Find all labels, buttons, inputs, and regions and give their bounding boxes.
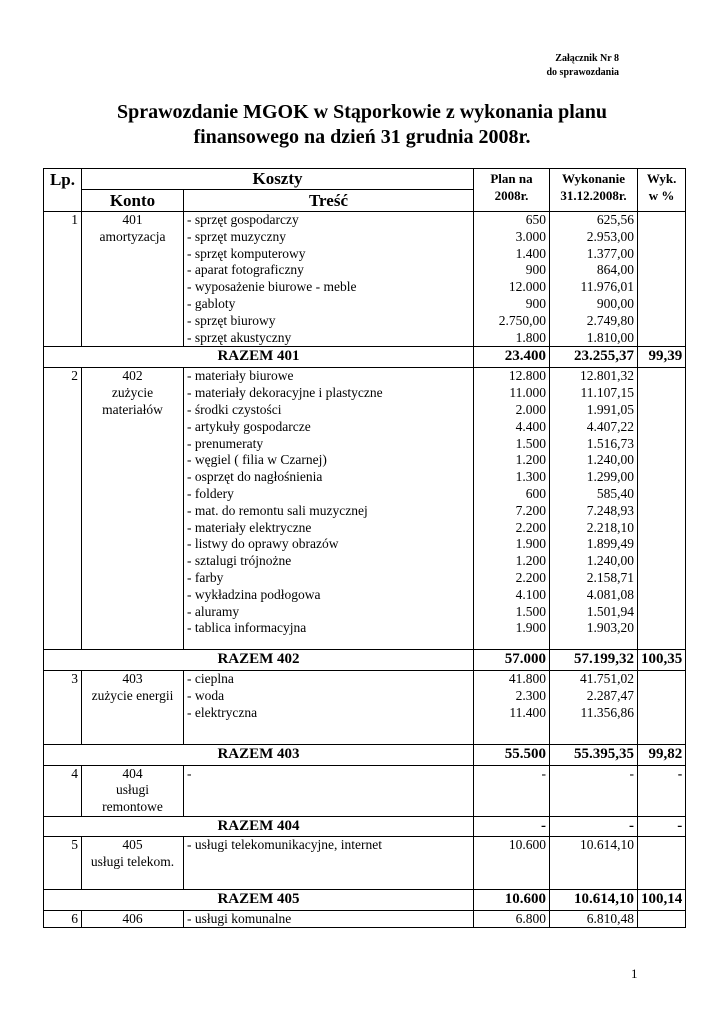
- plan-value: 1.200: [515, 452, 546, 468]
- cost-item: - mat. do remontu sali muzycznej: [187, 502, 368, 518]
- total-wykonanie: 57.199,32: [550, 650, 638, 671]
- plan-value: 600: [525, 485, 546, 501]
- wykonanie-value: 2.287,47: [586, 687, 634, 703]
- plan-value: 1.400: [515, 245, 546, 261]
- cost-item: - sprzęt akustyczny: [187, 329, 292, 345]
- percent-cell: [638, 368, 686, 650]
- plan-value: 3.000: [515, 228, 546, 244]
- konto-cell: [82, 212, 184, 347]
- wykonanie-value: 1.240,00: [586, 553, 634, 569]
- report-title-line-1: Sprawozdanie MGOK w Stąporkowie z wykonania planu: [116, 101, 608, 123]
- cost-item: - osprzęt do nagłośnienia: [187, 469, 323, 485]
- plan-value: 1.300: [515, 469, 546, 485]
- lp-cell: 6: [44, 910, 82, 928]
- konto-number: 406: [122, 910, 143, 926]
- plan-cell: [474, 765, 550, 816]
- total-row-405: [44, 889, 686, 910]
- plan-value: 900: [525, 262, 546, 278]
- tresc-cell: [184, 368, 474, 650]
- lp-cell: 1: [44, 212, 82, 347]
- plan-value: 12.800: [508, 368, 546, 384]
- cost-item: - sprzęt gospodarczy: [187, 212, 299, 227]
- plan-value: 900: [525, 295, 546, 311]
- plan-value: 1.900: [515, 620, 546, 636]
- plan-cell: [474, 368, 550, 650]
- header-tresc: Treść: [184, 190, 474, 212]
- total-row-402: [44, 650, 686, 671]
- wykonanie-value: 11.976,01: [580, 279, 634, 295]
- wykonanie-value: 864,00: [596, 262, 634, 278]
- cost-report-table: [43, 168, 686, 928]
- plan-value: 10.600: [508, 836, 546, 852]
- wykonanie-value: 2.218,10: [586, 519, 634, 535]
- plan-value: 4.100: [515, 586, 546, 602]
- section-row-405: [44, 836, 686, 889]
- annex-line-1: Załącznik Nr 8: [555, 53, 619, 64]
- cost-item: - węgiel ( filia w Czarnej): [187, 452, 327, 468]
- konto-number: 401: [122, 212, 143, 227]
- konto-number: 402: [122, 368, 143, 384]
- konto-name-line: zużycie energii: [91, 687, 174, 703]
- header-konto: Konto: [82, 190, 184, 212]
- cost-item: - materiały elektryczne: [187, 519, 312, 535]
- total-wykonanie: 55.395,35: [550, 744, 638, 765]
- percent-cell: [638, 910, 686, 928]
- total-row-403: [44, 744, 686, 765]
- cost-item: - artykuły gospodarcze: [187, 418, 311, 434]
- header-wykonanie-line-1: Wykonanie: [561, 171, 626, 186]
- konto-cell: [82, 836, 184, 889]
- wykonanie-value: 7.248,93: [586, 502, 634, 518]
- percent-cell: [638, 671, 686, 744]
- wykonanie-value: 585,40: [596, 485, 634, 501]
- plan-cell: [474, 910, 550, 928]
- wykonanie-value: 1.903,20: [586, 620, 634, 636]
- wykonanie-value: 12.801,32: [580, 368, 634, 384]
- percent-cell: [638, 212, 686, 347]
- cost-item: - sprzęt komputerowy: [187, 245, 306, 261]
- total-percent: -: [638, 816, 686, 836]
- cost-item: - aluramy: [187, 603, 240, 619]
- plan-value: 1.500: [515, 603, 546, 619]
- total-percent: 100,14: [638, 889, 686, 910]
- section-row-401: [44, 212, 686, 347]
- cost-item: - usługi telekomunikacyjne, internet: [187, 836, 382, 852]
- annex-line-2: do sprawozdania: [546, 67, 619, 78]
- total-label: RAZEM 403: [44, 744, 474, 765]
- cost-item: - sprzęt muzyczny: [187, 228, 286, 244]
- lp-cell: 3: [44, 671, 82, 744]
- wykonanie-value: 1.240,00: [586, 452, 634, 468]
- wykonanie-value: 1.299,00: [586, 469, 634, 485]
- konto-name-line: usługi telekom.: [90, 853, 175, 869]
- wykonanie-value: 1.899,49: [586, 536, 634, 552]
- section-row-402: [44, 368, 686, 650]
- header-plan-line-1: Plan na: [490, 171, 533, 186]
- header-plan-line-2: 2008r.: [494, 188, 529, 203]
- page-number: 1: [631, 966, 638, 981]
- plan-value: 2.750,00: [498, 312, 546, 328]
- plan-value: 7.200: [515, 502, 546, 518]
- wykonanie-value: 1.991,05: [586, 401, 634, 417]
- cost-item: -: [187, 765, 192, 781]
- total-row-401: [44, 347, 686, 368]
- konto-cell: [82, 368, 184, 650]
- cost-item: - woda: [187, 687, 225, 703]
- plan-cell: [474, 671, 550, 744]
- wykonanie-value: 625,56: [596, 212, 634, 227]
- header-wykonanie: [550, 169, 638, 212]
- wykonanie-value: 2.749,80: [586, 312, 634, 328]
- header-wykonanie-line-2: 31.12.2008r.: [560, 188, 627, 203]
- konto-number: 405: [122, 836, 143, 852]
- plan-value: 6.800: [515, 910, 546, 926]
- cost-item: - cieplna: [187, 671, 234, 687]
- cost-item: - elektryczna: [187, 704, 258, 720]
- total-wykonanie: 10.614,10: [550, 889, 638, 910]
- lp-cell: 2: [44, 368, 82, 650]
- wykonanie-value: -: [629, 765, 634, 781]
- plan-value: -: [541, 765, 546, 781]
- wykonanie-value: 900,00: [596, 295, 634, 311]
- cost-item: - usługi komunalne: [187, 910, 292, 926]
- annex-note: [546, 52, 619, 80]
- total-wykonanie: 23.255,37: [550, 347, 638, 368]
- wykonanie-cell: [550, 910, 638, 928]
- plan-value: 650: [525, 212, 546, 227]
- cost-item: - farby: [187, 569, 224, 585]
- plan-cell: [474, 836, 550, 889]
- cost-item: - prenumeraty: [187, 435, 264, 451]
- cost-item: - materiały dekoracyjne i plastyczne: [187, 385, 383, 401]
- report-title: [0, 100, 724, 150]
- wykonanie-cell: [550, 836, 638, 889]
- report-title-line-2: finansowego na dzień 31 grudnia 2008r.: [193, 126, 531, 148]
- total-wykonanie: -: [550, 816, 638, 836]
- total-label: RAZEM 402: [44, 650, 474, 671]
- total-label: RAZEM 404: [44, 816, 474, 836]
- total-plan: 10.600: [474, 889, 550, 910]
- section-row-406: [44, 910, 686, 928]
- header-percent: [638, 169, 686, 212]
- tresc-cell: [184, 671, 474, 744]
- konto-number: 403: [122, 671, 143, 687]
- cost-item: - gabloty: [187, 295, 236, 311]
- konto-name-line: materiałów: [102, 401, 163, 417]
- lp-cell: 4: [44, 765, 82, 816]
- section-row-403: [44, 671, 686, 744]
- konto-name-line: zużycie: [111, 385, 154, 401]
- header-percent-line-1: Wyk.: [646, 171, 677, 186]
- plan-value: 1.500: [515, 435, 546, 451]
- plan-value: 1.900: [515, 536, 546, 552]
- plan-value: 1.200: [515, 553, 546, 569]
- lp-cell: 5: [44, 836, 82, 889]
- cost-item: - wyposażenie biurowe - meble: [187, 279, 357, 295]
- plan-value: 1.800: [515, 329, 546, 345]
- header-percent-line-2: w %: [648, 188, 675, 203]
- tresc-cell: [184, 836, 474, 889]
- cost-item: - wykładzina podłogowa: [187, 586, 321, 602]
- cost-item: - środki czystości: [187, 401, 282, 417]
- total-percent: 99,39: [638, 347, 686, 368]
- konto-name-line: remontowe: [102, 799, 163, 815]
- wykonanie-cell: [550, 765, 638, 816]
- konto-cell: [82, 910, 184, 928]
- wykonanie-value: 41.751,02: [580, 671, 634, 687]
- header-lp: Lp.: [44, 169, 82, 212]
- wykonanie-value: 10.614,10: [580, 836, 634, 852]
- total-percent: 99,82: [638, 744, 686, 765]
- wykonanie-cell: [550, 671, 638, 744]
- wykonanie-value: 4.407,22: [586, 418, 634, 434]
- wykonanie-value: 1.377,00: [586, 245, 634, 261]
- konto-number: 404: [122, 765, 143, 781]
- wykonanie-cell: [550, 212, 638, 347]
- total-percent: 100,35: [638, 650, 686, 671]
- total-label: RAZEM 405: [44, 889, 474, 910]
- wykonanie-value: 1.810,00: [586, 329, 634, 345]
- plan-value: 41.800: [508, 671, 546, 687]
- wykonanie-value: 1.516,73: [586, 435, 634, 451]
- konto-cell: [82, 765, 184, 816]
- header-koszty: Koszty: [82, 169, 474, 190]
- konto-name-line: amortyzacja: [99, 228, 166, 244]
- header-plan: [474, 169, 550, 212]
- plan-value: 11.000: [509, 385, 546, 401]
- tresc-cell: [184, 910, 474, 928]
- konto-name-line: usługi: [115, 782, 149, 798]
- wykonanie-value: 4.081,08: [586, 586, 634, 602]
- cost-item: - sprzęt biurowy: [187, 312, 276, 328]
- tresc-cell: [184, 765, 474, 816]
- plan-value: 12.000: [508, 279, 546, 295]
- wykonanie-value: 6.810,48: [586, 910, 634, 926]
- plan-value: 2.200: [515, 519, 546, 535]
- header-row-top: [44, 169, 686, 190]
- wykonanie-value: 11.107,15: [580, 385, 634, 401]
- wykonanie-cell: [550, 368, 638, 650]
- wykonanie-value: 2.953,00: [586, 228, 634, 244]
- konto-cell: [82, 671, 184, 744]
- cost-item: - materiały biurowe: [187, 368, 294, 384]
- cost-item: - sztalugi trójnożne: [187, 553, 292, 569]
- total-row-404: [44, 816, 686, 836]
- plan-value: 2.300: [515, 687, 546, 703]
- plan-value: 2.000: [515, 401, 546, 417]
- cost-item: - listwy do oprawy obrazów: [187, 536, 339, 552]
- total-plan: 57.000: [474, 650, 550, 671]
- total-plan: -: [474, 816, 550, 836]
- plan-value: 4.400: [515, 418, 546, 434]
- total-label: RAZEM 401: [44, 347, 474, 368]
- cost-item: - foldery: [187, 485, 234, 501]
- wykonanie-value: 1.501,94: [586, 603, 634, 619]
- plan-cell: [474, 212, 550, 347]
- cost-item: - aparat fotograficzny: [187, 262, 304, 278]
- wykonanie-value: 11.356,86: [580, 704, 634, 720]
- tresc-cell: [184, 212, 474, 347]
- wykonanie-value: 2.158,71: [586, 569, 634, 585]
- percent-cell: [638, 836, 686, 889]
- total-plan: 55.500: [474, 744, 550, 765]
- percent-cell: -: [638, 765, 686, 816]
- cost-item: - tablica informacyjna: [187, 620, 307, 636]
- total-plan: 23.400: [474, 347, 550, 368]
- section-row-404: [44, 765, 686, 816]
- plan-value: 2.200: [515, 569, 546, 585]
- plan-value: 11.400: [509, 704, 546, 720]
